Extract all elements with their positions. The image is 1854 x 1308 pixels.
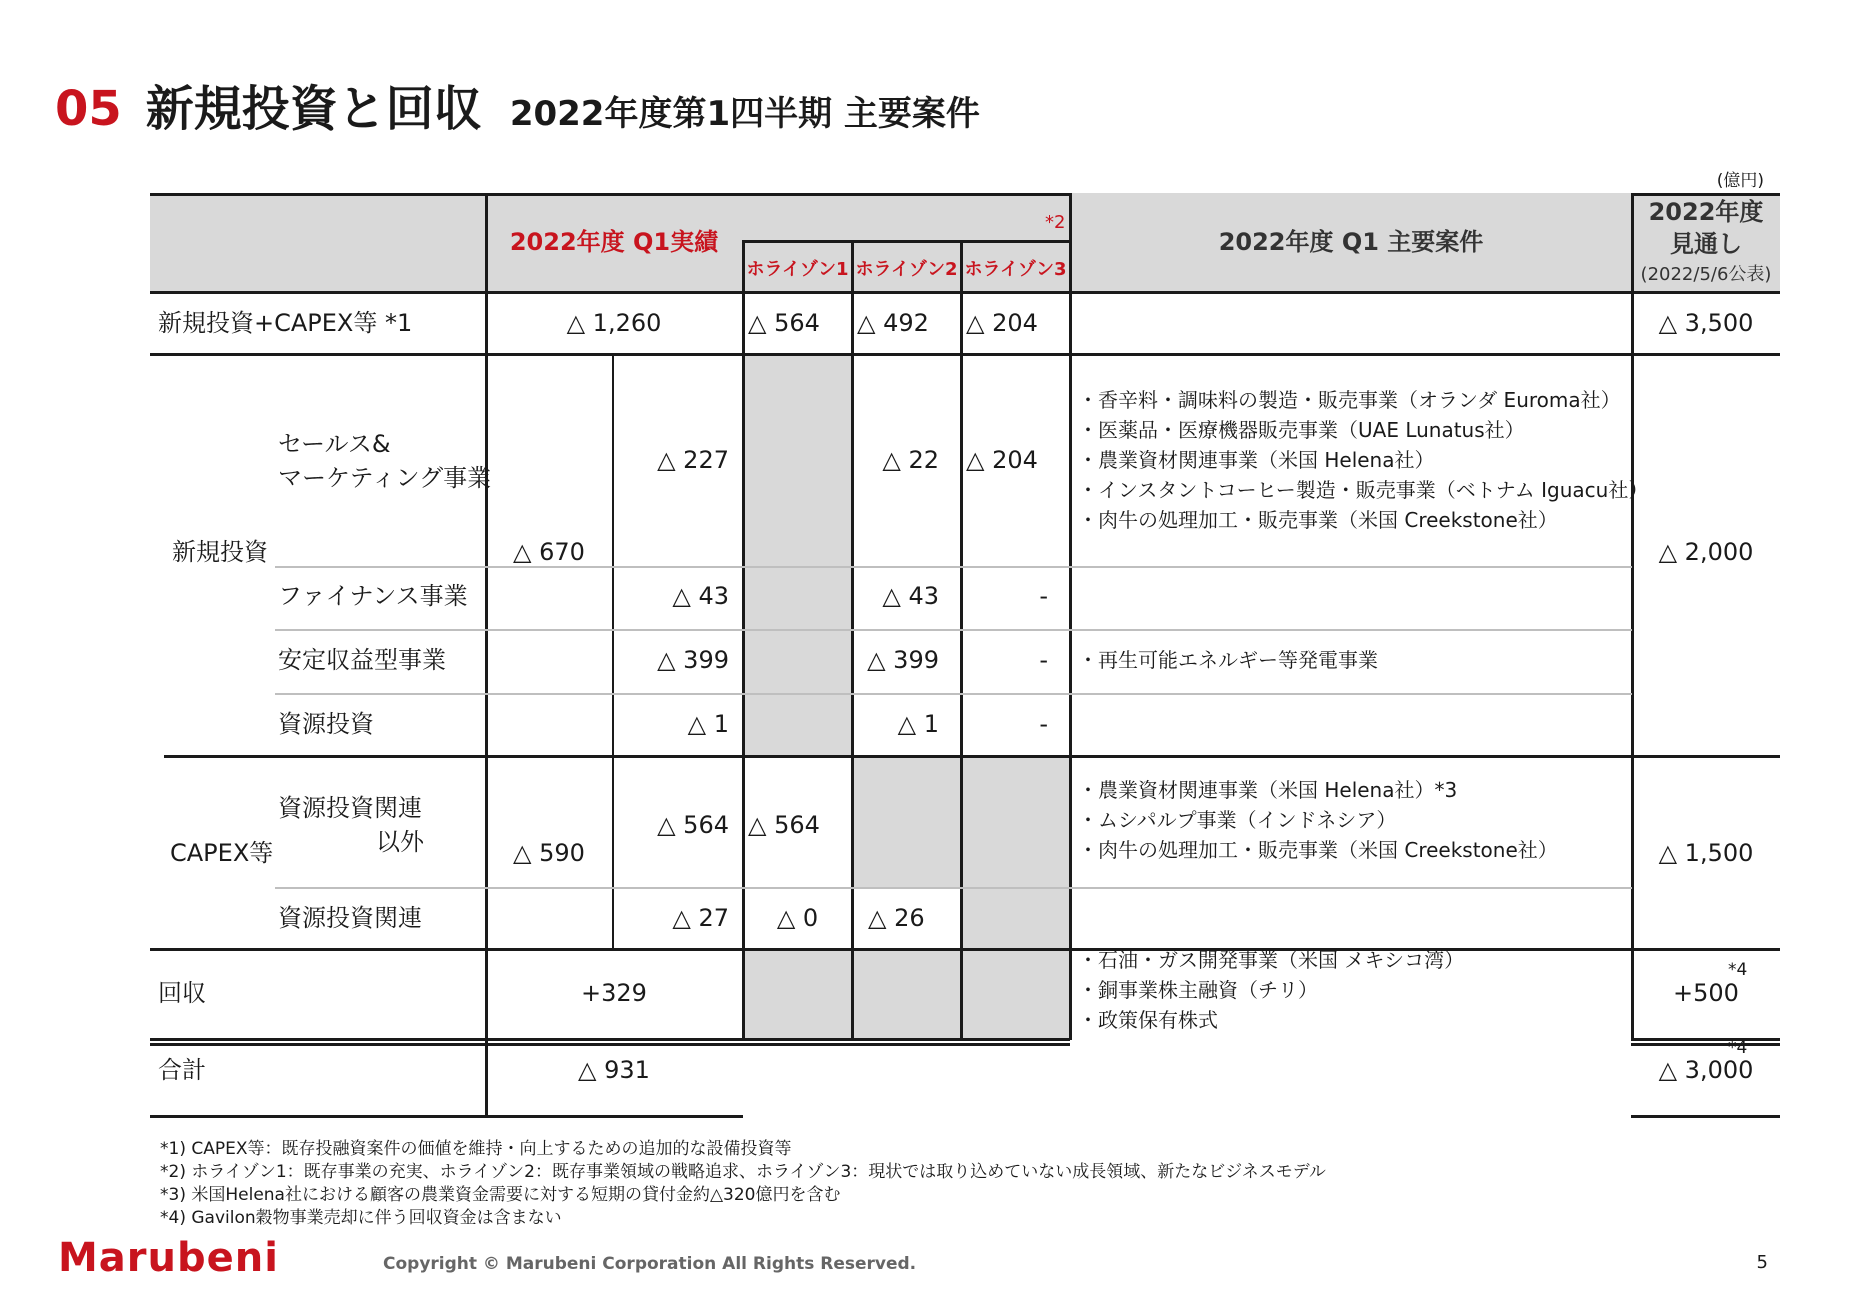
nonres-h1: △ 564 [748, 811, 820, 839]
row-total-h2: △ 492 [857, 309, 929, 337]
shade-h2-nonres [852, 757, 961, 889]
new-inv-label: 新規投資 [172, 538, 268, 566]
hline-total-bottom [150, 1115, 743, 1118]
capex-label: CAPEX等 [170, 839, 274, 867]
hline-header-bottom [150, 291, 1780, 294]
sm-label-2: マーケティング事業 [278, 464, 492, 492]
copyright: Copyright © Marubeni Corporation All Rights Reserved. [383, 1254, 917, 1274]
sm-project-1: ・香辛料・調味料の製造・販売事業（オランダ Euroma社） [1078, 388, 1621, 412]
nonres-project-2: ・ムシパルプ事業（インドネシア） [1078, 808, 1397, 832]
row-total-forecast: △ 3,500 [1658, 309, 1754, 337]
capex-q1: △ 590 [513, 839, 585, 867]
sm-project-5: ・肉牛の処理加工・販売事業（米国 Creekstone社） [1078, 508, 1558, 532]
col-header-h3: ホライゾン3 [964, 259, 1067, 280]
unit-label: (億円) [1716, 171, 1764, 191]
new-inv-forecast: △ 2,000 [1658, 538, 1754, 566]
resrel-q1: △ 27 [672, 904, 729, 932]
recov-project-2: ・銅事業株主融資（チリ） [1078, 978, 1318, 1002]
sum-forecast-note: *4 [1728, 1038, 1748, 1058]
recov-project-1: ・石油・ガス開発事業（米国 メキシコ湾） [1078, 948, 1465, 972]
sm-project-4: ・インスタントコーヒー製造・販売事業（ベトナム Iguacu社） [1078, 478, 1649, 502]
resrel-h1: △ 0 [776, 904, 819, 932]
page-number: 5 [1756, 1252, 1768, 1273]
section-subtitle: 2022年度第1四半期 主要案件 [509, 94, 980, 134]
res-h3: - [1039, 710, 1048, 738]
res-label: 資源投資 [278, 710, 374, 738]
sum-label: 合計 [158, 1056, 206, 1084]
sm-label-1: セールス& [278, 430, 391, 458]
section-title: 新規投資と回収 [145, 81, 482, 137]
hline-recov-bottom-fc-2 [1631, 1043, 1780, 1046]
fin-q1: △ 43 [672, 582, 729, 610]
nonres-label-2: 以外 [376, 828, 424, 856]
col-header-q1: 2022年度 Q1実績 [509, 228, 719, 256]
col-header-forecast-1: 2022年度 [1648, 198, 1764, 226]
fin-h2: △ 43 [882, 582, 939, 610]
stab-h3: - [1039, 646, 1048, 674]
stab-project: ・再生可能エネルギー等発電事業 [1078, 648, 1378, 672]
hline-capex-bottom [150, 948, 1780, 951]
hline-top [150, 193, 1070, 196]
recov-q1: +329 [581, 979, 647, 1007]
sum-q1: △ 931 [578, 1056, 650, 1084]
vline-h3-left [960, 240, 963, 1040]
hline-recov-bottom [150, 1038, 1070, 1041]
footnote-3: *3) 米国Helena社における顧客の農業資金需要に対する短期の貸付金約△320億円を含む [160, 1185, 841, 1205]
col-header-projects: 2022年度 Q1 主要案件 [1218, 228, 1484, 256]
row-total-h3: △ 204 [966, 309, 1038, 337]
nonres-project-1: ・農業資材関連事業（米国 Helena社）*3 [1078, 778, 1458, 802]
stab-label: 安定収益型事業 [278, 646, 446, 674]
resrel-h2: △ 26 [868, 904, 925, 932]
hline-row1-bottom [150, 353, 1780, 356]
row-total-label: 新規投資+CAPEX等 *1 [158, 309, 413, 337]
new-inv-q1: △ 670 [513, 538, 585, 566]
nonres-label-1: 資源投資関連 [278, 794, 422, 822]
hline-newinv-bottom [164, 755, 1780, 758]
hline-sm-bottom [275, 566, 1632, 568]
sm-project-3: ・農業資材関連事業（米国 Helena社） [1078, 448, 1435, 472]
footnote-4: *4) Gavilon穀物事業売却に伴う回収資金は含まない [160, 1208, 562, 1228]
vline-projects-left [1069, 193, 1072, 1040]
sm-q1: △ 227 [657, 446, 729, 474]
nonres-q1: △ 564 [657, 811, 729, 839]
investment-table [150, 193, 1780, 1118]
row-total-h1: △ 564 [748, 309, 820, 337]
horizon-note: *2 [1045, 212, 1066, 233]
footnote-2: *2) ホライゾン1：既存事業の充実、ホライゾン2：既存事業領域の戦略追求、ホライゾン3：現状では取り込めていない成長領域、新たなビジネスモデル [160, 1162, 1326, 1182]
col-header-h1: ホライゾン1 [746, 259, 849, 280]
col-header-h2: ホライゾン2 [855, 259, 958, 280]
nonres-project-3: ・肉牛の処理加工・販売事業（米国 Creekstone社） [1078, 838, 1558, 862]
footnote-1: *1) CAPEX等：既存投融資案件の価値を維持・向上するための追加的な設備投資等 [160, 1139, 792, 1159]
page-title [55, 70, 980, 139]
hline-fin-bottom [275, 629, 1632, 631]
hline-total-bottom-fc [1631, 1115, 1780, 1118]
section-number: 05 [55, 81, 122, 137]
capex-forecast: △ 1,500 [1658, 839, 1754, 867]
recov-label: 回収 [158, 979, 206, 1007]
recov-forecast-note: *4 [1728, 960, 1748, 980]
fin-label: ファイナンス事業 [278, 582, 468, 610]
hline-nonres-bottom [275, 887, 1632, 889]
res-q1: △ 1 [687, 710, 729, 738]
hline-recov-bottom-2 [150, 1043, 1070, 1046]
col-header-forecast-3: (2022/5/6公表) [1640, 264, 1772, 285]
hline-top-fc [1631, 193, 1780, 196]
shade-recov [743, 950, 1070, 1040]
res-h2: △ 1 [897, 710, 939, 738]
stab-q1: △ 399 [657, 646, 729, 674]
marubeni-logo: Marubeni [58, 1235, 279, 1281]
sum-forecast: △ 3,000 [1658, 1056, 1754, 1084]
recov-project-3: ・政策保有株式 [1078, 1008, 1218, 1032]
hline-recov-bottom-fc [1631, 1038, 1780, 1041]
shade-h3-capex [961, 757, 1070, 950]
stab-h2: △ 399 [867, 646, 939, 674]
row-total-q1: △ 1,260 [566, 309, 662, 337]
shade-h1-new [743, 355, 852, 757]
sm-project-2: ・医薬品・医療機器販売事業（UAE Lunatus社） [1078, 418, 1525, 442]
fin-h3: - [1039, 582, 1048, 610]
sm-h2: △ 22 [882, 446, 939, 474]
hline-horizon [742, 240, 1070, 243]
col-header-forecast-2: 見通し [1670, 230, 1742, 258]
resrel-label: 資源投資関連 [278, 904, 422, 932]
hline-stab-bottom [275, 693, 1632, 695]
sm-h3: △ 204 [966, 446, 1038, 474]
recov-forecast: +500 [1673, 979, 1739, 1007]
